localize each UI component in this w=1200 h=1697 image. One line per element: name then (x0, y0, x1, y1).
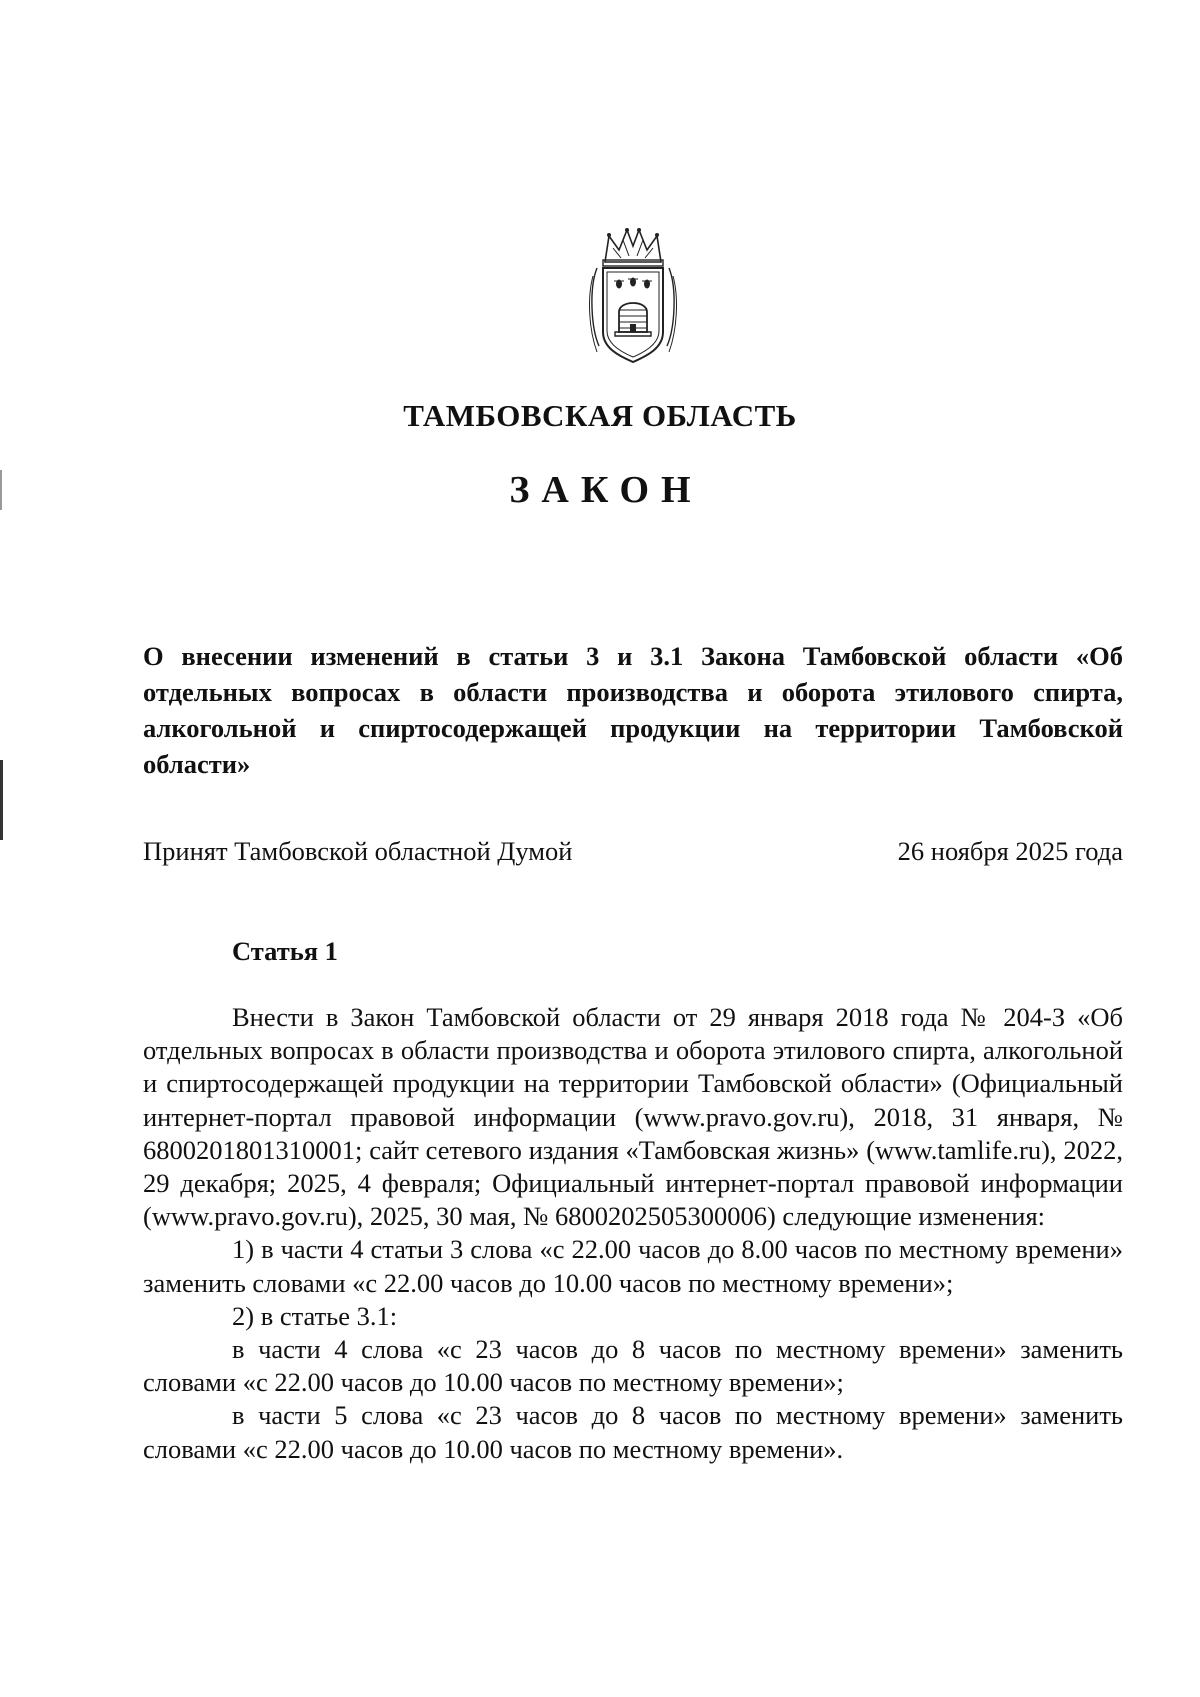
document-type: ЗАКОН (509, 469, 703, 511)
scan-edge-mark (0, 760, 3, 840)
paragraph: 1) в части 4 статьи 3 слова «с 22.00 часов до 8.00 часов по местному времени» заменить словами «с 22.00 часов до 10.00 часов по местному времени»; (143, 1234, 1123, 1298)
paragraph: Внести в Закон Тамбовской области от 29 января 2018 года № 204-З «Об отдельных вопросах в области производства и оборота этилового спирта, алкогольной и спиртосодержащей продукции на территории Тамбовской области» (Официальный интернет-портал правовой информации (www.pravo.gov.ru), 2018, 31 января, № 6800201801310001; сайт сетевого издания «Тамбовская жизнь» (www.tamlife.ru), 2022, 29 декабря; 2025, 4 февраля; Официальный интернет-портал правовой информации (www.pravo.gov.ru), 2025, 30 мая, № 6800202505300006) следующие изменения: (143, 1002, 1123, 1232)
region-name: ТАМБОВСКАЯ ОБЛАСТЬ (403, 398, 797, 433)
article-body (143, 1001, 1123, 1466)
paragraph: в части 4 слова «с 23 часов до 8 часов по местному времени» заменить словами «с 22.00 часов до 10.00 часов по местному времени»; (143, 1334, 1123, 1398)
article-heading: Статья 1 (232, 936, 338, 966)
tambov-coat-of-arms-icon (583, 228, 683, 368)
paragraph: в части 5 слова «с 23 часов до 8 часов по местному времени» заменить словами «с 22.00 часов до 10.00 часов по местному времени». (143, 1400, 1123, 1464)
paragraph: 2) в статье 3.1: (232, 1300, 398, 1331)
adopted-date: 26 ноября 2025 года (897, 836, 1123, 866)
law-title: О внесении изменений в статьи 3 и 3.1 Закона Тамбовской области «Об отдельных вопросах в области производства и оборота этилового спирта, алкогольной и спиртосодержащей продукции на территории Тамбовской области» (143, 641, 1123, 779)
adopted-by: Принят Тамбовской областной Думой (143, 836, 573, 866)
